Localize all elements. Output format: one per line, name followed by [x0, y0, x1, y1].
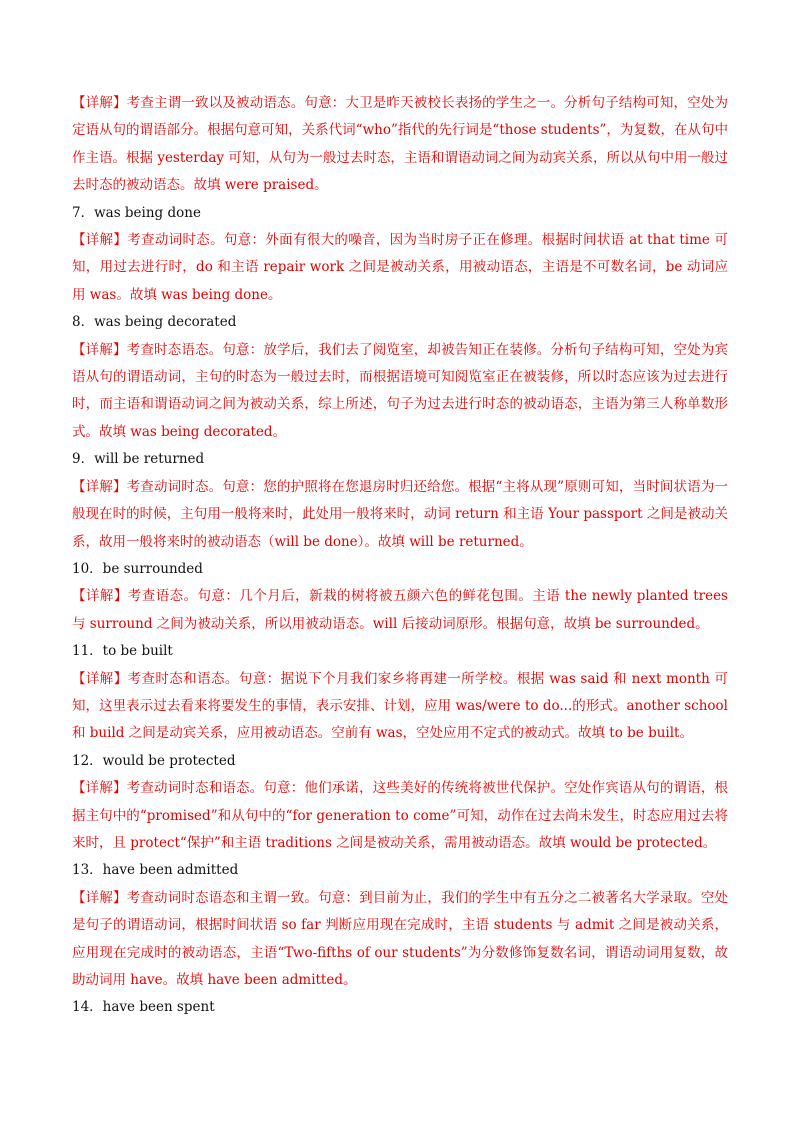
explanation-7: 【详解】考查动词时态。句意：外面有很大的噪音，因为当时房子正在修理。根据时间状语 at that time 可知，用过去进行时，do 和主语 repair work 之间是被动关系，用被动语态，主语是不可数名词，be 动词应用 was。故填 was being done。: [72, 232, 728, 303]
explanation-9: 【详解】考查动词时态。句意：您的护照将在您退房时归还给您。根据“主将从现”原则可知，当时间状语为一般现在时的时候，主句用一般将来时，此处用一般将来时，动词 return 和主语 Your passport 之间是被动关系，故用一般将来时的被动语态（will be done）。故填 will be returned。: [72, 478, 728, 550]
answer-13: 13．have been admitted: [72, 862, 239, 879]
answer-8: 8．was being decorated: [72, 314, 237, 331]
document-body: [72, 90, 728, 1022]
explanation-11: 【详解】考查时态和语态。句意：据说下个月我们家乡将再建一所学校。根据 was said 和 next month 可知，这里表示过去看来将要发生的事情，表示安排、计划，应用 was/were to do...的形式。another school 和 build 之间是动宾关系，应用被动语态。空前有 was，空处应用不定式的被动式。故填 to be built。: [72, 670, 728, 742]
explanation-6: 【详解】考查主谓一致以及被动语态。句意：大卫是昨天被校长表扬的学生之一。分析句子结构可知，空处为定语从句的谓语部分。根据句意可知，关系代词“who”指代的先行词是“those students”，为复数，在从句中作主语。根据 yesterday 可知，从句为一般过去时态，主语和谓语动词之间为动宾关系，所以从句中用一般过去时态的被动语态。故填 were praised。: [72, 95, 728, 194]
explanation-12: 【详解】考查动词时态和语态。句意：他们承诺，这些美好的传统将被世代保护。空处作宾语从句的谓语，根据主句中的“promised”和从句中的“for generation to come”可知，动作在过去尚未发生，时态应用过去将来时，且 protect“保护”和主语 traditions 之间是被动关系，需用被动语态。故填 would be protected。: [72, 780, 728, 851]
explanation-8: 【详解】考查时态语态。句意：放学后，我们去了阅览室，却被告知正在装修。分析句子结构可知，空处为宾语从句的谓语动词，主句的时态为一般过去时，而根据语境可知阅览室正在被装修，所以时态应该为过去进行时，而主语和谓语动词之间为被动关系，综上所述，句子为过去进行时态的被动语态，主语为第三人称单数形式。故填 was being decorated。: [72, 341, 728, 440]
answer-7: 7．was being done: [72, 204, 201, 221]
explanation-10: 【详解】考查语态。句意：几个月后，新栽的树将被五颜六色的鲜花包围。主语 the newly planted trees 与 surround 之间为被动关系，所以用被动语态。will 后接动词原形。根据句意，故填 be surrounded。: [72, 588, 728, 632]
answer-10: 10．be surrounded: [72, 560, 203, 577]
answer-9: 9．will be returned: [72, 451, 205, 468]
explanation-13: 【详解】考查动词时态语态和主谓一致。句意：到目前为止，我们的学生中有五分之二被著名大学录取。空处是句子的谓语动词，根据时间状语 so far 判断应用现在完成时，主语 students 与 admit 之间是被动关系，应用现在完成时的被动语态，主语“Two-fifths of our students”为分数修饰复数名词，谓语动词用复数，故助动词用 have。故填 have been admitted。: [72, 889, 728, 988]
answer-12: 12．would be protected: [72, 752, 236, 769]
answer-14: 14．have been spent: [72, 999, 215, 1016]
answer-11: 11．to be built: [72, 643, 173, 660]
